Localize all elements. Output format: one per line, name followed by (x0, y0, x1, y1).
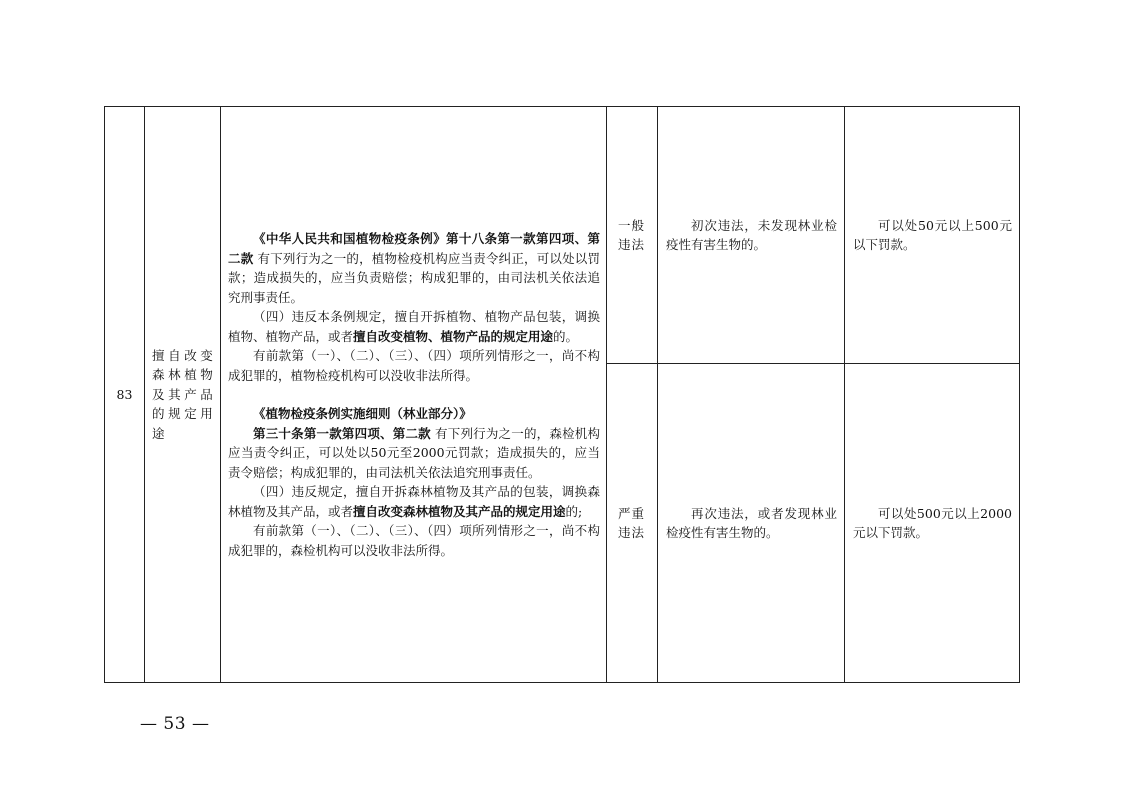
law2-item4-pre: （四）违反规定，擅自开拆森林植物及其产品的包装，调换森林植物及其产品，或者 (228, 484, 600, 519)
law2-clause: 第三十条第一款第四项、第二款 (253, 425, 431, 441)
condition-text: 初次违法，未发现林业检疫性有害生物的。 (666, 217, 837, 252)
item-cell (145, 107, 221, 683)
law2-item4-bold: 擅自改变森林植物及其产品的规定用途 (353, 503, 566, 519)
law1-title: 《中华人民共和国植物检疫条例》第十八条第一款第四项、第二款 (228, 231, 600, 266)
law1-item4-paragraph (228, 307, 600, 346)
table-row (105, 107, 1020, 364)
law1-main-paragraph (228, 229, 600, 307)
law2-text: 有下列行为之一的，森检机构应当责令纠正，可以处以50元至2000元罚款；造成损失的，应当责令赔偿；构成犯罪的，由司法机关依法追究刑事责任。 (228, 425, 600, 480)
penalty-standard-text: 可以处500元以上2000元以下罚款。 (853, 505, 1012, 540)
violation-type-cell (607, 107, 658, 364)
law1-text: 有下列行为之一的，植物检疫机构应当责令纠正，可以处以罚款；造成损失的，应当负责赔偿；构成犯罪的，由司法机关依法追究刑事责任。 (228, 250, 600, 305)
condition-cell (658, 107, 845, 364)
law1-item4-bold: 擅自改变植物、植物产品的规定用途 (353, 328, 554, 344)
law1-para3: 有前款第（一）、（二）、（三）、（四）项所列情形之一，尚不构成犯罪的，植物检疫机构可以没收非法所得。 (228, 348, 600, 383)
penalty-table (104, 106, 1020, 683)
law2-title: 《植物检疫条例实施细则（林业部分）》 (253, 406, 472, 421)
penalty-standard-cell (845, 364, 1020, 683)
item-name: 擅自改变森林植物及其产品的规定用途 (152, 347, 214, 441)
row-number: 83 (116, 386, 133, 402)
legal-basis-cell (221, 107, 607, 683)
law2-item4-paragraph (228, 482, 600, 521)
violation-type: 严重违法 (618, 505, 646, 540)
violation-type: 一般违法 (618, 217, 646, 252)
law2-item4-post: 的; (565, 503, 583, 519)
law2-main-paragraph (228, 424, 600, 483)
law1-item4-pre: （四）违反本条例规定，擅自开拆植物、植物产品包装，调换植物、植物产品，或者 (228, 309, 600, 344)
condition-text: 再次违法，或者发现林业检疫性有害生物的。 (666, 505, 837, 540)
page-number: — 53 — (140, 714, 210, 734)
law2-title-paragraph (228, 404, 600, 424)
penalty-standard-text: 可以处50元以上500元以下罚款。 (853, 217, 1012, 252)
row-number-cell (105, 107, 145, 683)
paragraph-gap (228, 385, 600, 404)
penalty-standard-cell (845, 107, 1020, 364)
condition-cell (658, 364, 845, 683)
violation-type-cell (607, 364, 658, 683)
law1-item4-post: 的。 (553, 328, 579, 344)
law2-para3: 有前款第（一）、（二）、（三）、（四）项所列情形之一，尚不构成犯罪的，森检机构可以没收非法所得。 (228, 523, 600, 558)
